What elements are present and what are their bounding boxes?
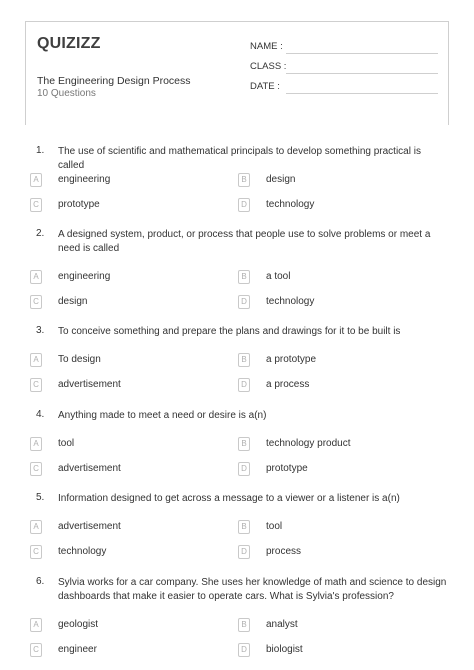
option-letter-box: C — [30, 545, 42, 559]
option-letter-box: D — [238, 378, 250, 392]
worksheet-header — [0, 0, 474, 126]
question-text: To conceive something and prepare the plans and drawings for it to be built is — [58, 326, 401, 337]
option-letter-box: A — [30, 270, 42, 284]
worksheet-title: The Engineering Design Process — [37, 75, 191, 87]
question-number: 2. — [36, 228, 45, 239]
option-letter-box: A — [30, 618, 42, 632]
name-label: NAME : — [250, 41, 283, 52]
quizizz-logo: QUIZIZZ — [37, 35, 101, 52]
question-number: 5. — [36, 492, 45, 503]
option-text: process — [266, 546, 302, 557]
option-letter-box: D — [238, 462, 250, 476]
option-text: a process — [266, 379, 310, 390]
question-text: Information designed to get across a message to a viewer or a listener is a(n) — [58, 493, 400, 504]
option-text: geologist — [58, 619, 99, 630]
option-text: design — [58, 296, 88, 307]
question-number: 3. — [36, 325, 45, 336]
option-text: advertisement — [58, 463, 121, 474]
class-line[interactable] — [286, 73, 438, 74]
option-text: design — [266, 174, 296, 185]
header-top-border — [25, 21, 449, 22]
option-letter-box: B — [238, 437, 250, 451]
option-letter-box: D — [238, 295, 250, 309]
header-left-border — [25, 21, 26, 125]
option-text: a tool — [266, 271, 291, 282]
option-letter-box: B — [238, 173, 250, 187]
option-letter-box: A — [30, 437, 42, 451]
option-letter-box: B — [238, 618, 250, 632]
option-text: advertisement — [58, 521, 121, 532]
question-number: 4. — [36, 409, 45, 420]
option-text: prototype — [266, 463, 308, 474]
option-letter-box: B — [238, 520, 250, 534]
option-text: engineering — [58, 271, 111, 282]
option-letter-box: C — [30, 462, 42, 476]
question-text: Sylvia works for a car company. She uses her knowledge of math and science to design dashboards that make it easier to operate cars. What is Sylvia's profession? — [58, 577, 447, 602]
option-letter-box: C — [30, 378, 42, 392]
option-letter-box: D — [238, 545, 250, 559]
option-letter-box: A — [30, 173, 42, 187]
option-letter-box: C — [30, 198, 42, 212]
option-text: engineering — [58, 174, 111, 185]
name-line[interactable] — [286, 53, 438, 54]
date-label: DATE : — [250, 81, 280, 92]
option-text: advertisement — [58, 379, 121, 390]
option-text: a prototype — [266, 354, 317, 365]
option-letter-box: B — [238, 270, 250, 284]
date-line[interactable] — [286, 93, 438, 94]
option-text: prototype — [58, 199, 100, 210]
question-number: 6. — [36, 576, 45, 587]
question-text: The use of scientific and mathematical principals to develop something practical is called — [58, 146, 421, 171]
option-text: biologist — [266, 644, 303, 655]
question-text: Anything made to meet a need or desire is a(n) — [58, 410, 267, 421]
option-letter-box: A — [30, 353, 42, 367]
class-label: CLASS : — [250, 61, 287, 72]
option-text: To design — [58, 354, 101, 365]
question-count: 10 Questions — [37, 88, 96, 99]
option-letter-box: D — [238, 198, 250, 212]
option-text: technology — [266, 199, 315, 210]
question-number: 1. — [36, 145, 45, 156]
option-text: technology — [266, 296, 315, 307]
option-letter-box: C — [30, 295, 42, 309]
option-letter-box: B — [238, 353, 250, 367]
option-letter-box: D — [238, 643, 250, 657]
option-letter-box: A — [30, 520, 42, 534]
option-text: tool — [58, 438, 75, 449]
option-text: technology product — [266, 438, 351, 449]
option-letter-box: C — [30, 643, 42, 657]
header-right-border — [448, 21, 449, 125]
option-text: tool — [266, 521, 283, 532]
option-text: engineer — [58, 644, 97, 655]
question-text: A designed system, product, or process that people use to solve problems or meet a need is called — [58, 229, 431, 254]
option-text: analyst — [266, 619, 298, 630]
option-text: technology — [58, 546, 107, 557]
